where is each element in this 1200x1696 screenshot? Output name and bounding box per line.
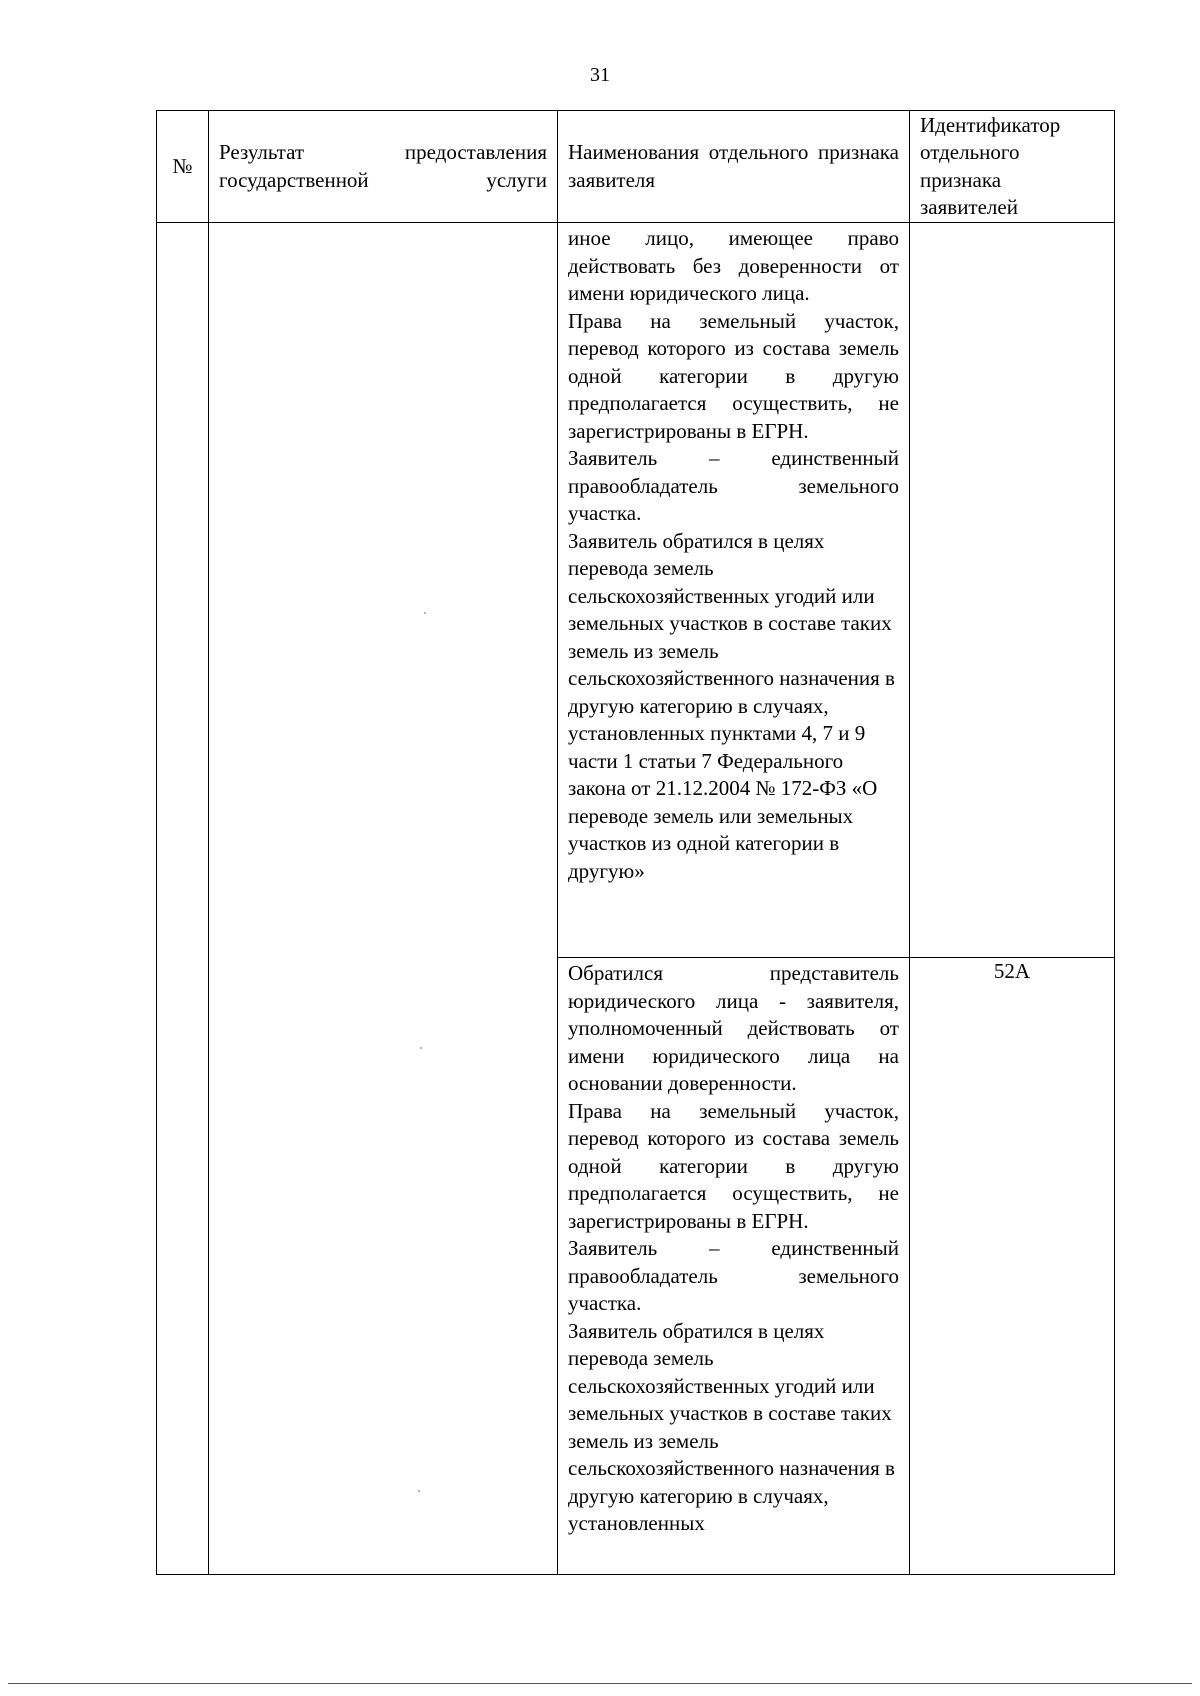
attribute-identifier-cell: 52А: [910, 958, 1115, 1575]
attribute-paragraph: Обратился представитель юридического лица - заявителя, уполномоченный действовать от имени юридического лица на основании доверенности.: [568, 961, 899, 1095]
attribute-paragraph: иное лицо, имеющее право действовать без доверенности от имени юридического лица.: [568, 226, 899, 305]
page-bottom-rule: [8, 1683, 1192, 1684]
result-cell: [209, 223, 558, 1575]
header-attribute-name: Наименования отдельного признака заявителя: [558, 111, 910, 223]
scan-speck: [424, 612, 426, 614]
row-number-cell: [157, 223, 209, 1575]
scan-speck: [418, 1490, 420, 1492]
applicant-attributes-table: [156, 110, 1115, 1575]
attribute-paragraph: Заявитель обратился в целях перевода земель сельскохозяйственных угодий или земельных участков в составе таких земель из земель сельскохозяйственного назначения в другую категорию в случаях, установленных: [568, 1318, 895, 1535]
attribute-paragraph: Заявитель обратился в целях перевода земель сельскохозяйственных угодий или земельных участков в составе таких земель из земель сельскохозяйственного назначения в другую категорию в случаях, установленных пунктами 4, 7 и 9 части 1 статьи 7 Федерального закона от 21.12.2004 № 172-ФЗ «О переводе земель или земельных участков из одной категории в другую»: [568, 528, 895, 883]
header-result: Результат предоставления государственной услуги: [209, 111, 558, 223]
attribute-name-cell: [558, 223, 910, 958]
table-row: [157, 223, 1115, 958]
attribute-identifier-cell: [910, 223, 1115, 958]
header-number: №: [157, 111, 209, 223]
attribute-paragraph: Права на земельный участок, перевод которого из состава земель одной категории в другую предполагается осуществить, не зарегистрированы в ЕГРН.: [568, 1098, 899, 1233]
header-attribute-identifier: Идентификатор отдельного признака заявителей: [910, 111, 1115, 223]
table-header-row: [157, 111, 1115, 223]
scan-speck: [420, 1047, 422, 1049]
attribute-paragraph: Права на земельный участок, перевод которого из состава земель одной категории в другую предполагается осуществить, не зарегистрированы в ЕГРН.: [568, 308, 899, 443]
attribute-paragraph: Заявитель – единственный правообладатель земельного участка.: [568, 1236, 899, 1315]
page-number: 31: [590, 64, 610, 86]
attribute-paragraph: Заявитель – единственный правообладатель земельного участка.: [568, 446, 899, 525]
attribute-name-cell: [558, 958, 910, 1575]
